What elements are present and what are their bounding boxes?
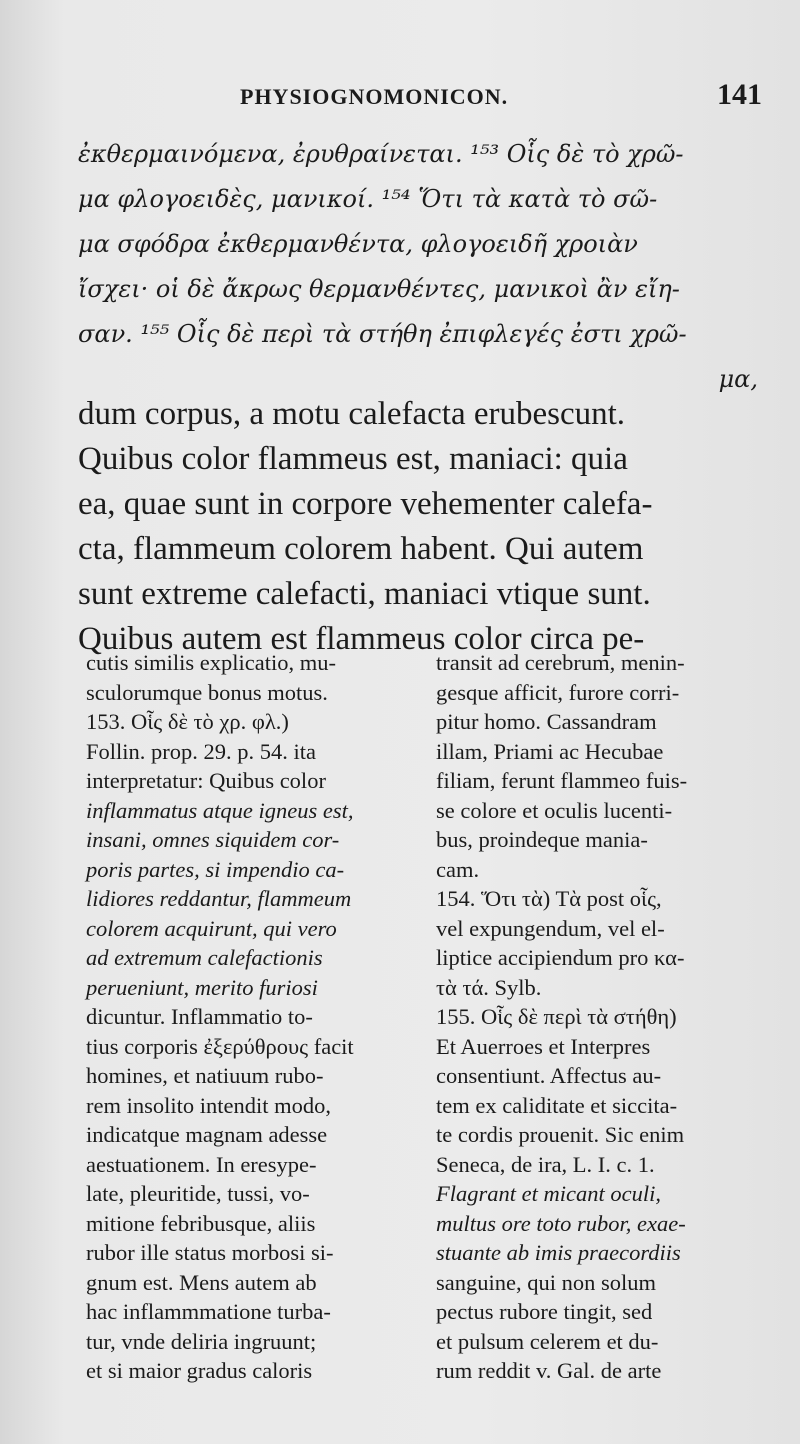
footnotes-right-column [436, 648, 766, 1386]
note-line: Follin. prop. 29. p. 54. ita [86, 738, 316, 764]
note-line: late, pleuritide, tussi, vo- [86, 1181, 310, 1206]
note-line: consentiunt. Affectus au- [436, 1063, 662, 1088]
note-line: liptice accipiendum pro κα- [436, 945, 685, 970]
note-line: sculorumque bonus motus. [86, 679, 328, 705]
note-line: dicuntur. Inflammatio to- [86, 1004, 313, 1029]
notes-divider [78, 635, 768, 636]
note-line: gesque afficit, furore corri- [436, 679, 680, 705]
note-line: poris partes, si impendio ca- [86, 856, 345, 882]
greek-line: ἐκθερμαινόμενα, ἐρυθραίνεται. ¹⁵³ Οἷς δὲ τὸ χρῶ- [78, 140, 684, 168]
greek-text-block [78, 132, 768, 402]
note-line: se colore et oculis lucenti- [436, 797, 673, 823]
note-line: filiam, ferunt flammeo fuis- [436, 768, 688, 793]
note-line: tius corporis ἐξερύθρους facit [86, 1033, 354, 1059]
note-line: mitione febribusque, aliis [86, 1210, 316, 1236]
note-line: tur, vnde deliria ingruunt; [86, 1328, 317, 1354]
note-line: inflammatus atque igneus est, [86, 797, 354, 823]
latin-line: ea, quae sunt in corpore vehementer calefa- [78, 486, 653, 522]
note-line: interpretatur: Quibus color [86, 768, 326, 793]
note-line: transit ad cerebrum, menin- [436, 650, 685, 675]
note-line: gnum est. Mens autem ab [86, 1269, 317, 1295]
footnotes-left-column [86, 648, 412, 1386]
note-line: bus, proindeque mania- [436, 827, 648, 852]
greek-line: μα φλογοειδὲς, μανικοί. ¹⁵⁴ Ὅτι τὰ κατὰ τὸ σῶ- [78, 185, 658, 213]
note-line: et si maior gradus caloris [86, 1358, 313, 1383]
latin-line: dum corpus, a motu calefacta erubescunt. [78, 396, 626, 432]
note-line: Et Auerroes et Interpres [436, 1033, 651, 1059]
note-line: stuante ab imis praecordiis [436, 1240, 681, 1265]
page-number: 141 [717, 78, 762, 111]
note-line: homines, et natiuum rubo- [86, 1063, 324, 1088]
note-line: τὰ τά. Sylb. [436, 974, 542, 1000]
note-line: rubor ille status morbosi si- [86, 1240, 334, 1265]
note-line: Flagrant et micant oculi, [436, 1181, 661, 1206]
note-line: indicatque magnam adesse [86, 1122, 328, 1147]
note-line: lidiores reddantur, flammeum [86, 886, 352, 911]
latin-line: sunt extreme calefacti, maniaci vtique sunt. [78, 576, 651, 612]
latin-line: Quibus autem est flammeus color circa pe- [78, 621, 645, 657]
note-line: Seneca, de ira, L. I. c. 1. [436, 1151, 655, 1177]
note-line: cam. [436, 856, 480, 882]
note-line: rem insolito intendit modo, [86, 1092, 331, 1118]
greek-line: μα, [718, 365, 758, 393]
note-line: vel expungendum, vel el- [436, 915, 665, 941]
note-line: pectus rubore tingit, sed [436, 1299, 653, 1324]
note-line: insani, omnes siquidem cor- [86, 827, 340, 852]
note-line: te cordis prouenit. Sic enim [436, 1122, 685, 1147]
latin-line: Quibus color flammeus est, maniaci: quia [78, 441, 628, 477]
note-line: multus ore toto rubor, exae- [436, 1210, 686, 1236]
note-line: aestuationem. In eresype- [86, 1151, 317, 1177]
note-line: sanguine, qui non solum [436, 1269, 656, 1295]
note-line: 153. Οἷς δὲ τὸ χρ. φλ.) [86, 709, 289, 734]
greek-line: ἴσχει· οἱ δὲ ἄκρως θερμανθέντες, μανικοὶ ἂν εἴη- [78, 275, 680, 303]
note-line: rum reddit v. Gal. de arte [436, 1358, 662, 1383]
note-line: pitur homo. Cassandram [436, 709, 657, 734]
note-line: illam, Priami ac Hecubae [436, 738, 664, 764]
note-line: tem ex caliditate et siccita- [436, 1092, 678, 1118]
note-line: colorem acquirunt, qui vero [86, 915, 337, 941]
greek-line: σαν. ¹⁵⁵ Οἷς δὲ περὶ τὰ στήθη ἐπιφλεγές ἐστι χρῶ- [78, 320, 687, 348]
running-title: PHYSIOGNOMONICON. [240, 84, 509, 109]
page-header [0, 78, 800, 118]
note-line: 154. Ὅτι τὰ) Τὰ post οἷς, [436, 886, 662, 911]
note-line: hac inflammmatione turba- [86, 1299, 331, 1324]
note-line: 155. Οἷς δὲ περὶ τὰ στήθη) [436, 1004, 677, 1029]
latin-line: cta, flammeum colorem habent. Qui autem [78, 531, 644, 567]
note-line: cutis similis explicatio, mu- [86, 650, 336, 675]
note-line: perueniunt, merito furiosi [86, 974, 318, 1000]
note-line: et pulsum celerem et du- [436, 1328, 659, 1354]
latin-translation-block [78, 392, 768, 662]
note-line: ad extremum calefactionis [86, 945, 323, 970]
greek-line: μα σφόδρα ἐκθερμανθέντα, φλογοειδῆ χροιὰν [78, 230, 638, 258]
